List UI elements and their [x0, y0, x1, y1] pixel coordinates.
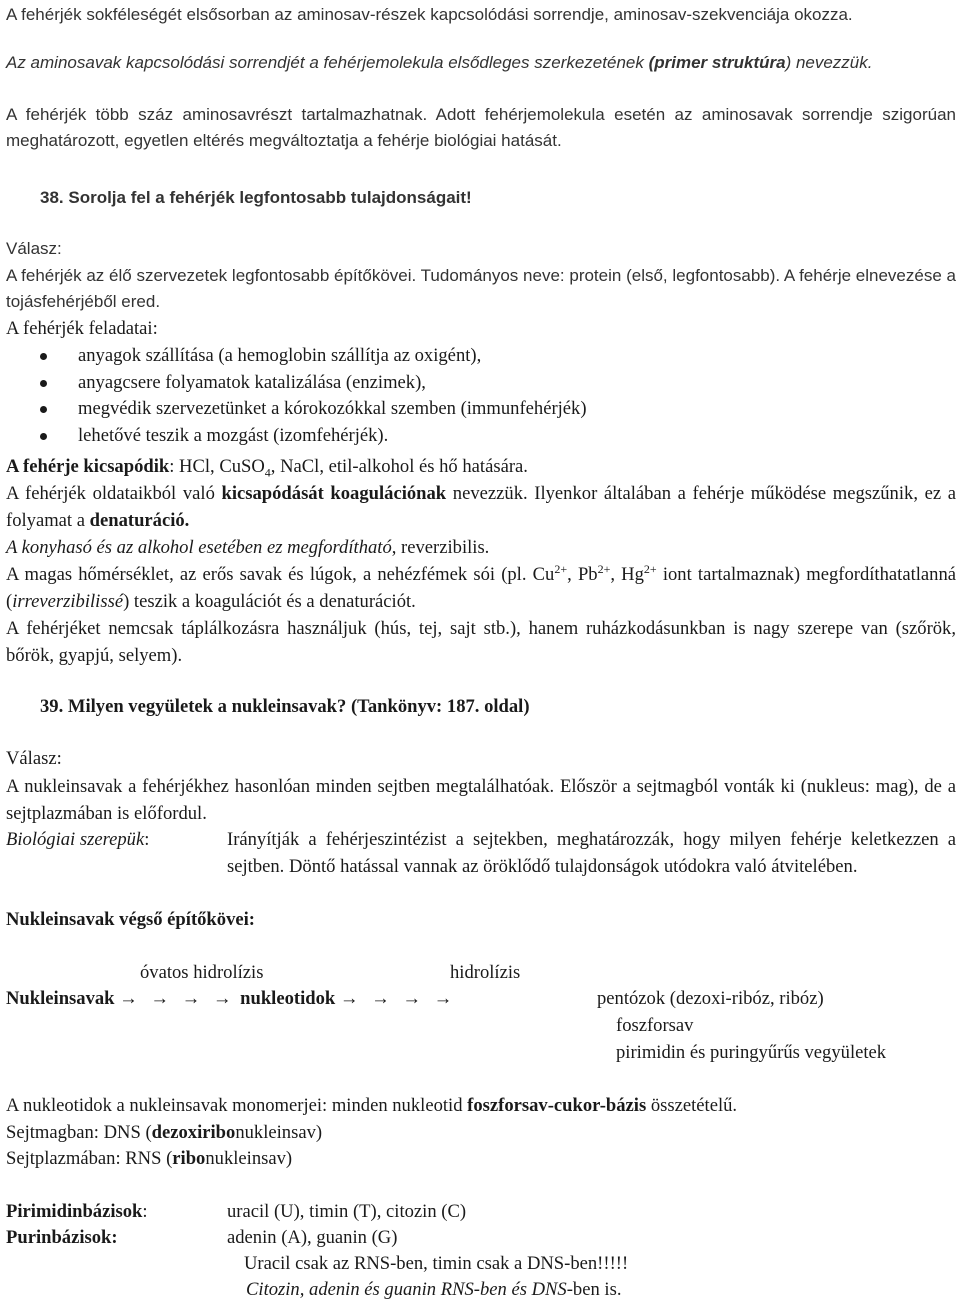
precipitation-line — [6, 454, 956, 481]
tasks-list — [6, 343, 587, 449]
heat-text-b: , Pb — [567, 564, 598, 585]
reversible-text: , reverzibilis. — [391, 537, 490, 558]
precip-text-b: , NaCl, etil-alkohol és hő hatására. — [270, 456, 528, 477]
rns-text-c: nukleinsav) — [205, 1148, 293, 1169]
charge-superscript: 2+ — [554, 561, 568, 576]
arrow-right-icon: → → → → — [339, 988, 457, 1009]
product-2 — [616, 1013, 693, 1039]
coag-term: kicsapódását koagulációnak — [221, 483, 447, 504]
note-2-text: ben is. — [572, 1279, 622, 1300]
hydrolysis-scheme — [6, 986, 456, 1012]
intro-paragraph-3 — [6, 102, 956, 154]
q38-paragraph-1 — [6, 263, 956, 315]
intro-text-3: A fehérjék több száz aminosavrészt tartalmazhatnak. Adott fehérjemolekula esetén az aminosavak sorrendje szigorúan meghatározott, egyetlen eltérés megváltoztatja a fehérje biológiai hatását. — [6, 105, 956, 150]
note-2 — [246, 1277, 621, 1303]
product-1 — [597, 986, 824, 1012]
dns-text-a: Sejtmagban: DNS ( — [6, 1122, 152, 1143]
building-blocks-text: Nukleinsavak végső építőkövei: — [6, 909, 255, 930]
dns-text-c: nukleinsav) — [235, 1122, 323, 1143]
precipitation-label: A fehérje kicsapódik — [6, 456, 170, 477]
primer-struktura: (primer struktúra — [648, 53, 786, 72]
question-38-text: 38. Sorolja fel a fehérjék legfontosabb tulajdonságait! — [40, 188, 472, 207]
coag-text-c: nevezzük. Ilyenkor általában a fehérje működése megszűnik, ez a folyamat a — [6, 483, 956, 531]
building-blocks-label — [6, 907, 956, 934]
usage-text: A fehérjéket nemcsak táplálkozásra használjuk (hús, tej, sajt stb.), hanem ruházkodásunkban is nagy szerepe van (szőrök, bőrök, gyapjú, selyem). — [6, 618, 956, 666]
purine-label-text: Purinbázisok: — [6, 1227, 118, 1248]
charge-superscript: 2+ — [597, 561, 611, 576]
question-39-title — [40, 694, 940, 721]
monomer-text-a: A nukleotidok a nukleinsavak monomerjei: minden nukleotid — [6, 1095, 468, 1116]
answer-label-38 — [6, 236, 956, 263]
intro-text-2c: ) nevezzük. — [785, 53, 873, 72]
nucleotides-term: nukleotidok — [240, 988, 336, 1009]
pyrimidine-label-text: Pirimidinbázisok — [6, 1201, 143, 1222]
list-item: anyagok szállítása (a hemoglobin szállítja az oxigént), — [6, 343, 587, 370]
monomer-composition: foszforsav-cukor-bázis — [467, 1095, 647, 1116]
rns-bold: ribo — [172, 1148, 206, 1169]
dns-line — [6, 1120, 956, 1147]
role-colon: : — [144, 829, 150, 850]
list-item: anyagcsere folyamatok katalizálása (enzimek), — [6, 370, 587, 397]
answer-label-38-text: Válasz: — [6, 239, 62, 258]
q39-paragraph-1 — [6, 774, 956, 827]
irreversible-italic: irreverzibilissé — [12, 590, 124, 612]
intro-paragraph-2 — [6, 50, 956, 76]
product-phosphoric-acid: foszforsav — [616, 1015, 694, 1036]
question-39-text: 39. Milyen vegyületek a nukleinsavak? (Tankönyv: 187. oldal) — [40, 696, 530, 717]
hydrolysis-label-1 — [140, 960, 263, 986]
answer-label-39-text: Válasz: — [6, 748, 62, 769]
product-pentoses: pentózok (dezoxi-ribóz, ribóz) — [597, 988, 824, 1009]
pyrimidine-colon: : — [142, 1201, 148, 1222]
answer-label-39 — [6, 746, 956, 773]
list-item: megvédik szervezetünket a kórokozókkal szemben (immunfehérjék) — [6, 396, 587, 423]
monomer-line — [6, 1093, 956, 1120]
purine-values — [227, 1225, 397, 1251]
intro-paragraph-1 — [6, 2, 956, 28]
note-2-italic: Citozin, adenin és guanin RNS-ben és DNS- — [246, 1279, 573, 1300]
usage-paragraph — [6, 616, 956, 669]
reversible-line — [6, 535, 956, 562]
coag-text-a: A fehérjék oldataikból való — [6, 483, 222, 504]
purine-values-text: adenin (A), guanin (G) — [227, 1227, 398, 1248]
dns-bold: dezoxiribo — [151, 1122, 236, 1143]
note-1-text: Uracil csak az RNS-ben, timin csak a DNS-ben!!!!! — [244, 1253, 629, 1274]
list-item: lehetővé teszik a mozgást (izomfehérjék). — [6, 423, 587, 450]
tasks-label — [6, 316, 956, 343]
heat-text-d: iont tartalmaznak) megfordíthatatlanná ( — [6, 564, 957, 612]
heat-text-f: ) teszik a koagulációt és a denaturációt. — [123, 590, 416, 612]
hydrolysis-label-2 — [450, 960, 520, 986]
rns-line — [6, 1146, 956, 1173]
monomer-text-c: összetételű. — [646, 1095, 738, 1116]
product-3 — [616, 1040, 886, 1066]
nucleic-acids-term: Nukleinsavak — [6, 988, 115, 1009]
q38-text-1: A fehérjék az élő szervezetek legfontosabb építőkövei. Tudományos neve: protein (első, legfontosabb). A fehérje elnevezése a tojásfehérjéből ered. — [6, 266, 956, 311]
coagulation-paragraph — [6, 481, 956, 534]
role-label-italic: Biológiai szerepük — [6, 829, 145, 850]
product-bases: pirimidin és puringyűrűs vegyületek — [616, 1042, 887, 1063]
q39-text-1: A nukleinsavak a fehérjékhez hasonlóan minden sejtben megtalálhatóak. Először a sejtmagból vonták ki (nukleus: mag), de a sejtplazmában is előfordul. — [6, 776, 956, 824]
role-text-content: Irányítják a fehérjeszintézist a sejtekben, meghatározzák, hogy milyen fehérje keletkezzen a sejtben. Döntő hatással vannak az öröklődő tulajdonságok utódokra való átvitelében. — [227, 829, 956, 877]
hydrolysis-plain: hidrolízis — [450, 962, 521, 983]
note-1 — [244, 1251, 628, 1277]
intro-text-2a: Az aminosavak kapcsolódási sorrendjét a fehérjemolekula elsődleges szerkezetének — [6, 53, 649, 72]
purine-label — [6, 1225, 118, 1251]
precip-subscript: 4 — [264, 465, 271, 480]
charge-superscript: 2+ — [643, 561, 657, 576]
pyrimidine-values-text: uracil (U), timin (T), citozin (C) — [227, 1201, 467, 1222]
tasks-label-text: A fehérjék feladatai: — [6, 318, 158, 339]
hydrolysis-gentle: óvatos hidrolízis — [140, 962, 264, 983]
pyrimidine-label — [6, 1199, 148, 1225]
rns-text-a: Sejtplazmában: RNS ( — [6, 1148, 173, 1169]
question-38-title — [40, 185, 940, 212]
reversible-italic: A konyhasó és az alkohol esetében ez megfordítható — [6, 537, 392, 558]
precip-text-a: : HCl, CuSO — [169, 456, 265, 477]
arrow-right-icon: → → → → — [119, 988, 236, 1009]
heat-text-a: A magas hőmérséklet, az erős savak és lúgok, a nehézfémek sói (pl. Cu — [6, 564, 555, 585]
heat-paragraph — [6, 562, 956, 615]
pyrimidine-values — [227, 1199, 466, 1225]
role-text — [227, 827, 956, 880]
role-label — [6, 827, 226, 854]
heat-text-c: , Hg — [610, 564, 644, 585]
intro-text-1: A fehérjék sokféleségét elsősorban az aminosav-részek kapcsolódási sorrendje, aminosav-szekvenciája okozza. — [6, 5, 853, 24]
denaturation-term: denaturáció. — [89, 509, 190, 531]
